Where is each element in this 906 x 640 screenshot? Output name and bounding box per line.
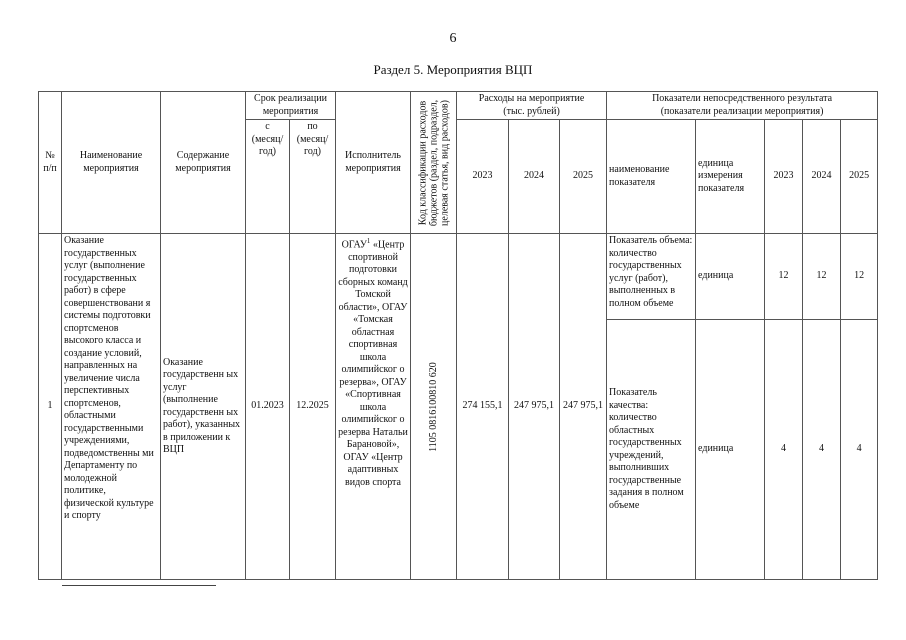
- header-ind-2024: 2024: [803, 120, 841, 234]
- header-content: Содержание мероприятия: [161, 92, 246, 234]
- header-indicators: Показатели непосредственного результата (показатели реализации мероприятия): [607, 92, 878, 120]
- header-ind-2023: 2023: [765, 120, 803, 234]
- section-title: Раздел 5. Мероприятия ВЦП: [373, 62, 533, 77]
- row-exp-2025: 247 975,1: [560, 234, 607, 580]
- indicator-2-2023: 4: [765, 320, 803, 580]
- footnote-separator: [62, 585, 216, 586]
- page-number: 6: [449, 31, 457, 46]
- indicator-1-2024: 12: [803, 234, 841, 320]
- header-ind-2025: 2025: [841, 120, 878, 234]
- header-row-1: [39, 92, 878, 120]
- header-exp-2025: 2025: [560, 120, 607, 234]
- indicator-1-name: Показатель объема: количество государственных услуг (работ), выполненных в полном объеме: [607, 234, 696, 320]
- row-exp-2023: 274 155,1: [457, 234, 509, 580]
- row-period-from: 01.2023: [246, 234, 290, 580]
- header-expenses: Расходы на мероприятие (тыс. рублей): [457, 92, 607, 120]
- header-exp-2024: 2024: [509, 120, 560, 234]
- row-executor-footnote-mark: 1: [366, 237, 371, 245]
- row-budget-code-cell: [411, 234, 457, 580]
- header-num: № п/п: [39, 92, 62, 234]
- indicator-1-2025: 12: [841, 234, 878, 320]
- header-period: Срок реализации мероприятия: [246, 92, 336, 120]
- indicator-2-unit: единица: [696, 320, 765, 580]
- header-ind-unit: единица измерения показателя: [696, 120, 765, 234]
- header-executor: Исполнитель мероприятия: [336, 92, 411, 234]
- header-exp-2023: 2023: [457, 120, 509, 234]
- header-budget-code: Код классификации расходов бюджетов (раздел, подраздел, целевая статья, вид расходов): [417, 99, 451, 226]
- header-period-from: с (месяц/ год): [246, 120, 290, 234]
- indicator-1-2023: 12: [765, 234, 803, 320]
- row-executor: «Центр спортивной подготовки сборных команд Томской области», ОГАУ «Томская областная спортивная школа олимпийског о резерва», ОГАУ «Спортивная школа олимпийског о резерва Натальи Барановой», ОГАУ «Центр адаптивных видов спорта: [338, 239, 408, 488]
- row-num: 1: [39, 234, 62, 580]
- measures-table: [38, 91, 878, 580]
- header-ind-name: наименование показателя: [607, 120, 696, 234]
- indicator-2-2025: 4: [841, 320, 878, 580]
- header-budget-code-cell: [411, 92, 457, 234]
- indicator-2-name: Показатель качества: количество областных государственных учреждений, выполнивших государственные задания в полном объеме: [607, 320, 696, 580]
- header-name: Наименование мероприятия: [62, 92, 161, 234]
- table-row: [39, 234, 878, 320]
- row-period-to: 12.2025: [290, 234, 336, 580]
- row-content: Оказание государственн ых услуг (выполнение государственн ых работ), указанных в приложении к ВЦП: [161, 234, 246, 580]
- row-exp-2024: 247 975,1: [509, 234, 560, 580]
- row-executor-prefix: ОГАУ: [341, 239, 367, 251]
- header-period-to: по (месяц/ год): [290, 120, 336, 234]
- row-budget-code: 1105 0816100810 620: [427, 361, 439, 452]
- indicator-2-2024: 4: [803, 320, 841, 580]
- row-executor-cell: [336, 234, 411, 580]
- indicator-1-unit: единица: [696, 234, 765, 320]
- row-name: Оказание государственных услуг (выполнение государственных работ) в сфере совершенствовани я системы подготовки спортсменов высокого класса и создание условий, направленных на увеличение числа перспективных спортсменов, областными государственными учреждениями, подведомственны ми Департаменту по молодежной политике, физической культуре и спорту: [62, 234, 161, 580]
